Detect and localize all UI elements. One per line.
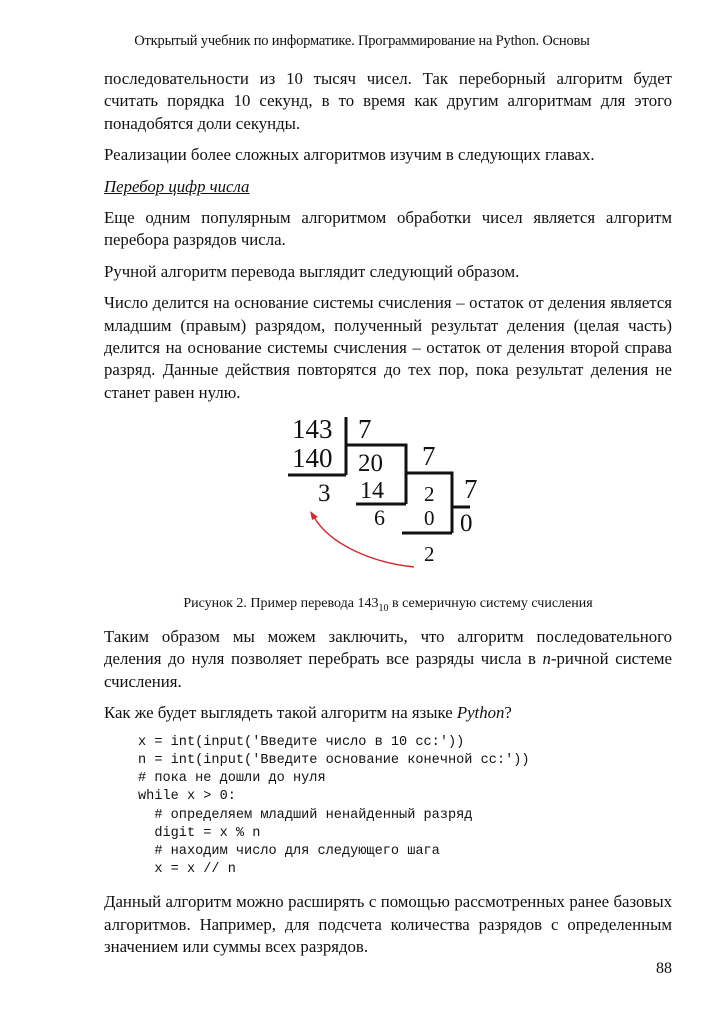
paragraph-6-italic: n	[542, 649, 551, 669]
code-block	[138, 734, 672, 880]
quotient-0: 0	[460, 510, 473, 538]
caption-subscript: 10	[378, 603, 389, 615]
paragraph-6-text-end: -ричной системе счисления.	[104, 649, 672, 691]
code-line: x = x // n	[138, 862, 236, 878]
divisor-7-third: 7	[464, 474, 478, 505]
remainder-6: 6	[374, 505, 385, 531]
running-header: Открытый учебник по информатике. Программирование на Python. Основы	[134, 33, 590, 49]
paragraph-7-text-end: ?	[504, 703, 512, 723]
red-arrow-curve	[314, 517, 414, 567]
paragraph-7	[104, 702, 672, 724]
code-line: # находим число для следующего шага	[138, 843, 440, 859]
number-0: 0	[424, 506, 435, 531]
remainder-2: 2	[424, 542, 435, 567]
code-line: x = int(input('Введите число в 10 сс:'))	[138, 734, 465, 750]
number-143: 143	[292, 414, 333, 445]
quotient-20: 20	[358, 450, 383, 478]
code-line: # пока не дошли до нуля	[138, 771, 326, 787]
paragraph-4: Ручной алгоритм перевода выглядит следующий образом.	[104, 261, 520, 281]
code-line: while x > 0:	[138, 789, 236, 805]
paragraph-6-text: Таким образом мы можем заключить, что алгоритм последовательного деления до нуля позволяет перебрать все разряды числа в	[104, 627, 672, 669]
section-subheading: Перебор цифр числа	[104, 176, 250, 196]
long-division-diagram	[274, 413, 494, 589]
paragraph-1: последовательности из 10 тысяч чисел. Так переборный алгоритм будет считать порядка 10 секунд, в то время как другим алгоритмам для этого понадобятся доли секунды.	[104, 69, 672, 133]
code-line: n = int(input('Введите основание конечной сс:'))	[138, 752, 530, 768]
page-content	[104, 68, 672, 968]
quotient-2: 2	[424, 482, 435, 507]
code-line: digit = x % n	[138, 825, 261, 841]
figure-caption	[104, 595, 672, 618]
paragraph-8: Данный алгоритм можно расширять с помощью рассмотренных ранее базовых алгоритмов. Например, для подсчета количества разрядов с определенным значением или суммы всех разрядов.	[104, 892, 672, 957]
paragraph-5: Число делится на основание системы счисления – остаток от деления является младшим (правым) разрядом, полученный результат деления (целая часть) делится на основание системы счисления – остаток от деления второй справа разряд. Данные действия повторятся до тех пор, пока результат деления не станет равен нулю.	[104, 293, 672, 402]
caption-text-end: в семеричную систему счисления	[388, 596, 593, 612]
paragraph-2: Реализации более сложных алгоритмов изучим в следующих главах.	[104, 145, 595, 165]
divisor-7-first: 7	[358, 414, 372, 445]
red-arrow-head-icon	[310, 511, 318, 520]
paragraph-3: Еще одним популярным алгоритмом обработки чисел является алгоритм перебора разрядов числа.	[104, 208, 672, 250]
page-number: 88	[656, 960, 672, 977]
number-140: 140	[292, 443, 333, 474]
paragraph-6	[104, 626, 672, 693]
remainder-3: 3	[318, 480, 331, 508]
division-figure	[104, 413, 672, 589]
code-line: # определяем младший ненайденный разряд	[138, 807, 473, 823]
paragraph-7-text: Как же будет выглядеть такой алгоритм на языке	[104, 703, 457, 723]
number-14: 14	[360, 478, 384, 505]
python-italic: Python	[456, 703, 505, 723]
caption-text-start: Рисунок 2. Пример перевода 143	[183, 596, 379, 612]
divisor-7-second: 7	[422, 441, 436, 472]
